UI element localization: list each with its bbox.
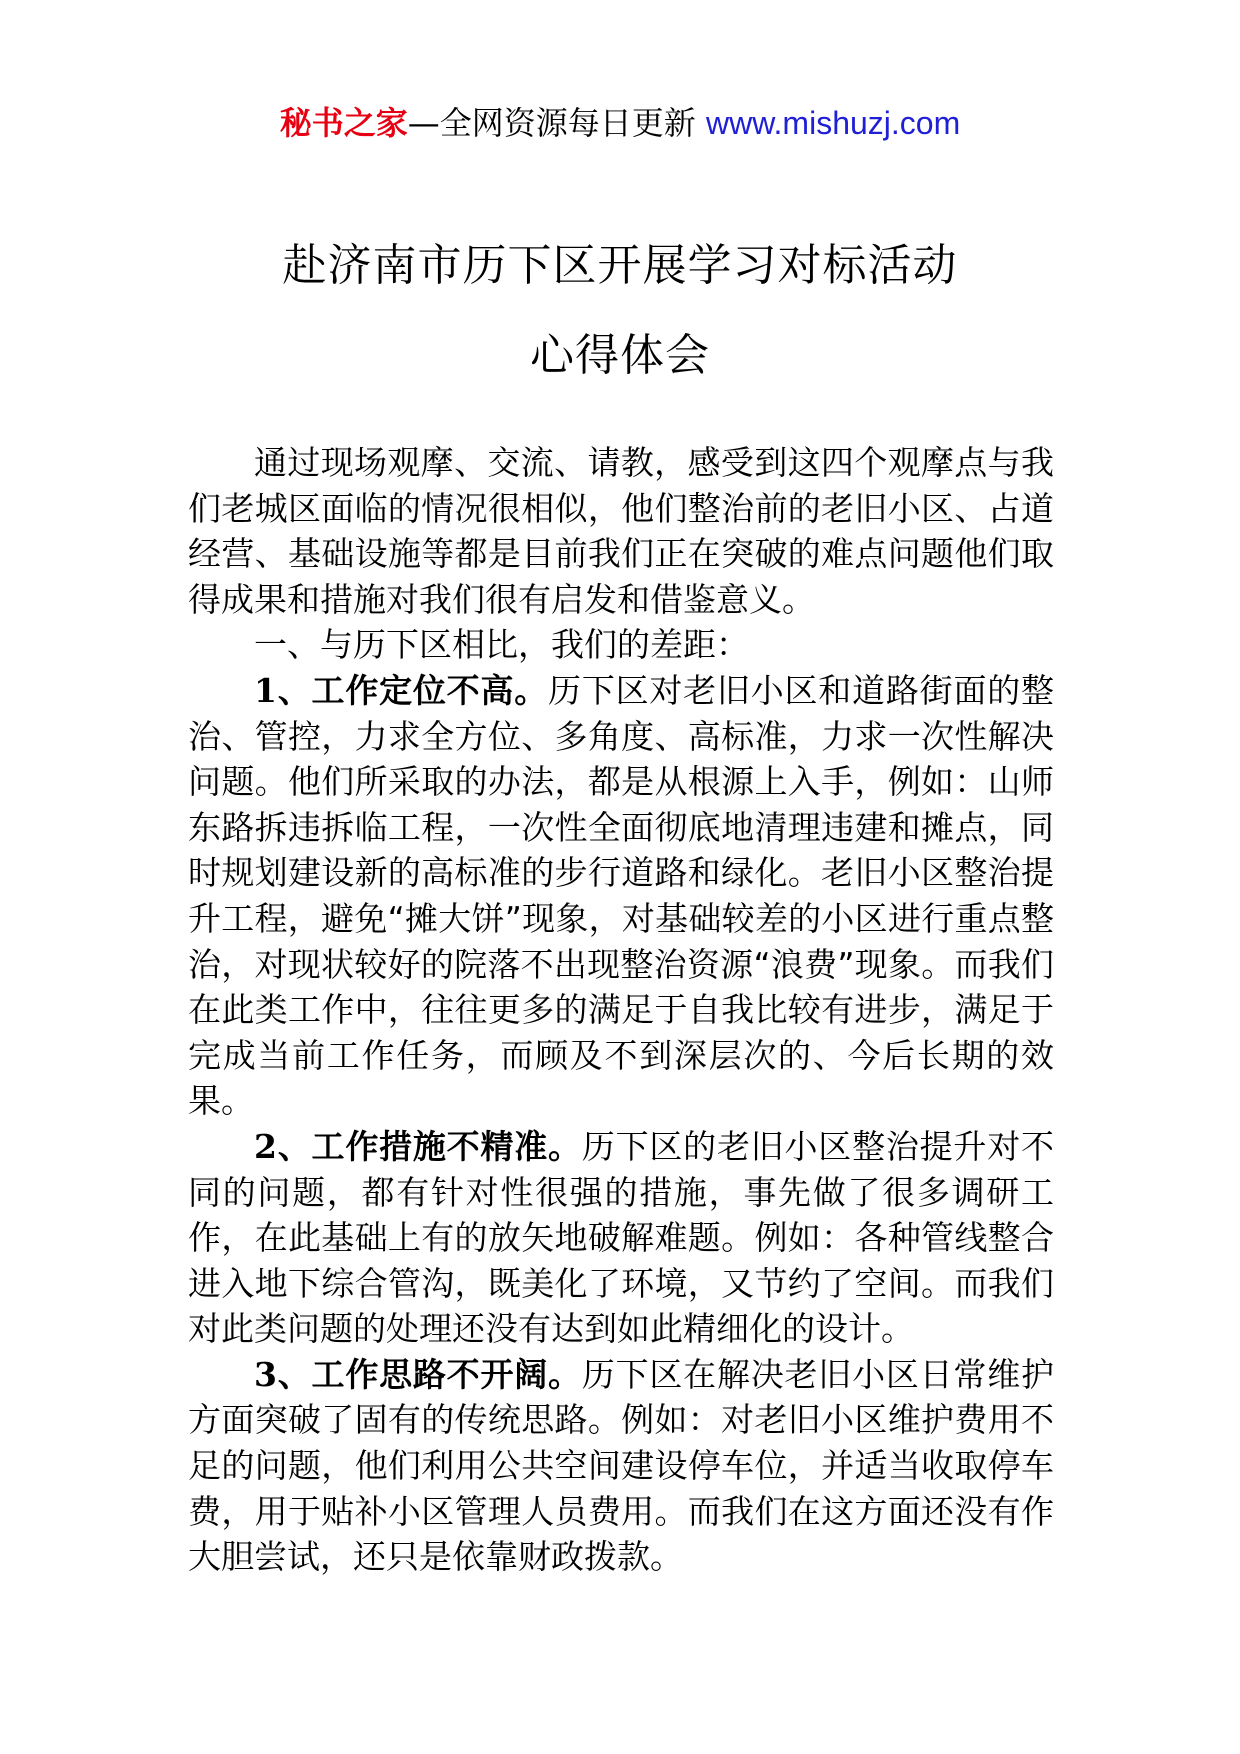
site-header bbox=[0, 103, 1240, 143]
item-3-paragraph bbox=[188, 1352, 1054, 1580]
site-url-link[interactable]: www.mishuzj.com bbox=[705, 105, 961, 141]
item-3-text: 历下区在解决老旧小区日常维护方面突破了固有的传统思路。例如：对老旧小区维护费用不足的问题，他们利用公共空间建设停车位，并适当收取停车费，用于贴补小区管理人员费用。而我们在这方面还没有作大胆尝试，还只是依靠财政拨款。 bbox=[188, 1354, 1055, 1577]
item-1-lead: 1、工作定位不高。 bbox=[254, 670, 549, 710]
brand-name: 秘书之家 bbox=[279, 104, 408, 142]
section-heading: 一、与历下区相比，我们的差距： bbox=[254, 625, 749, 665]
intro-paragraph: 通过现场观摩、交流、请教，感受到这四个观摩点与我们老城区面临的情况很相似，他们整治前的老旧小区、占道经营、基础设施等都是目前我们正在突破的难点问题他们取得成果和措施对我们很有启发和借鉴意义。 bbox=[188, 443, 1054, 619]
item-3-lead: 3、工作思路不开阔。 bbox=[254, 1354, 582, 1394]
document-title-line-1: 赴济南市历下区开展学习对标活动 bbox=[282, 240, 958, 291]
item-2-lead: 2、工作措施不精准。 bbox=[254, 1126, 582, 1166]
document-body bbox=[188, 440, 1054, 1580]
document-title-line-2: 心得体会 bbox=[530, 330, 710, 381]
item-1-text: 历下区对老旧小区和道路街面的整治、管控，力求全方位、多角度、高标准，力求一次性解决问题。他们所采取的办法，都是从根源上入手，例如：山师东路拆违拆临工程，一次性全面彻底地清理违建和摊点，同时规划建设新的高标准的步行道路和绿化。老旧小区整治提升工程，避免“摊大饼”现象，对基础较差的小区进行重点整治，对现状较好的院落不出现整治资源“浪费”现象。而我们在此类工作中，往往更多的满足于自我比较有进步，满足于完成当前工作任务，而顾及不到深层次的、今后长期的效果。 bbox=[188, 670, 1055, 1121]
item-2-text: 历下区的老旧小区整治提升对不同的问题，都有针对性很强的措施，事先做了很多调研工作，在此基础上有的放矢地破解难题。例如：各种管线整合进入地下综合管沟，既美化了环境，又节约了空间。而我们对此类问题的处理还没有达到如此精细化的设计。 bbox=[188, 1126, 1055, 1349]
item-2-paragraph bbox=[188, 1124, 1054, 1352]
item-1-paragraph bbox=[188, 668, 1054, 1124]
header-tagline: —全网资源每日更新 bbox=[407, 104, 706, 142]
